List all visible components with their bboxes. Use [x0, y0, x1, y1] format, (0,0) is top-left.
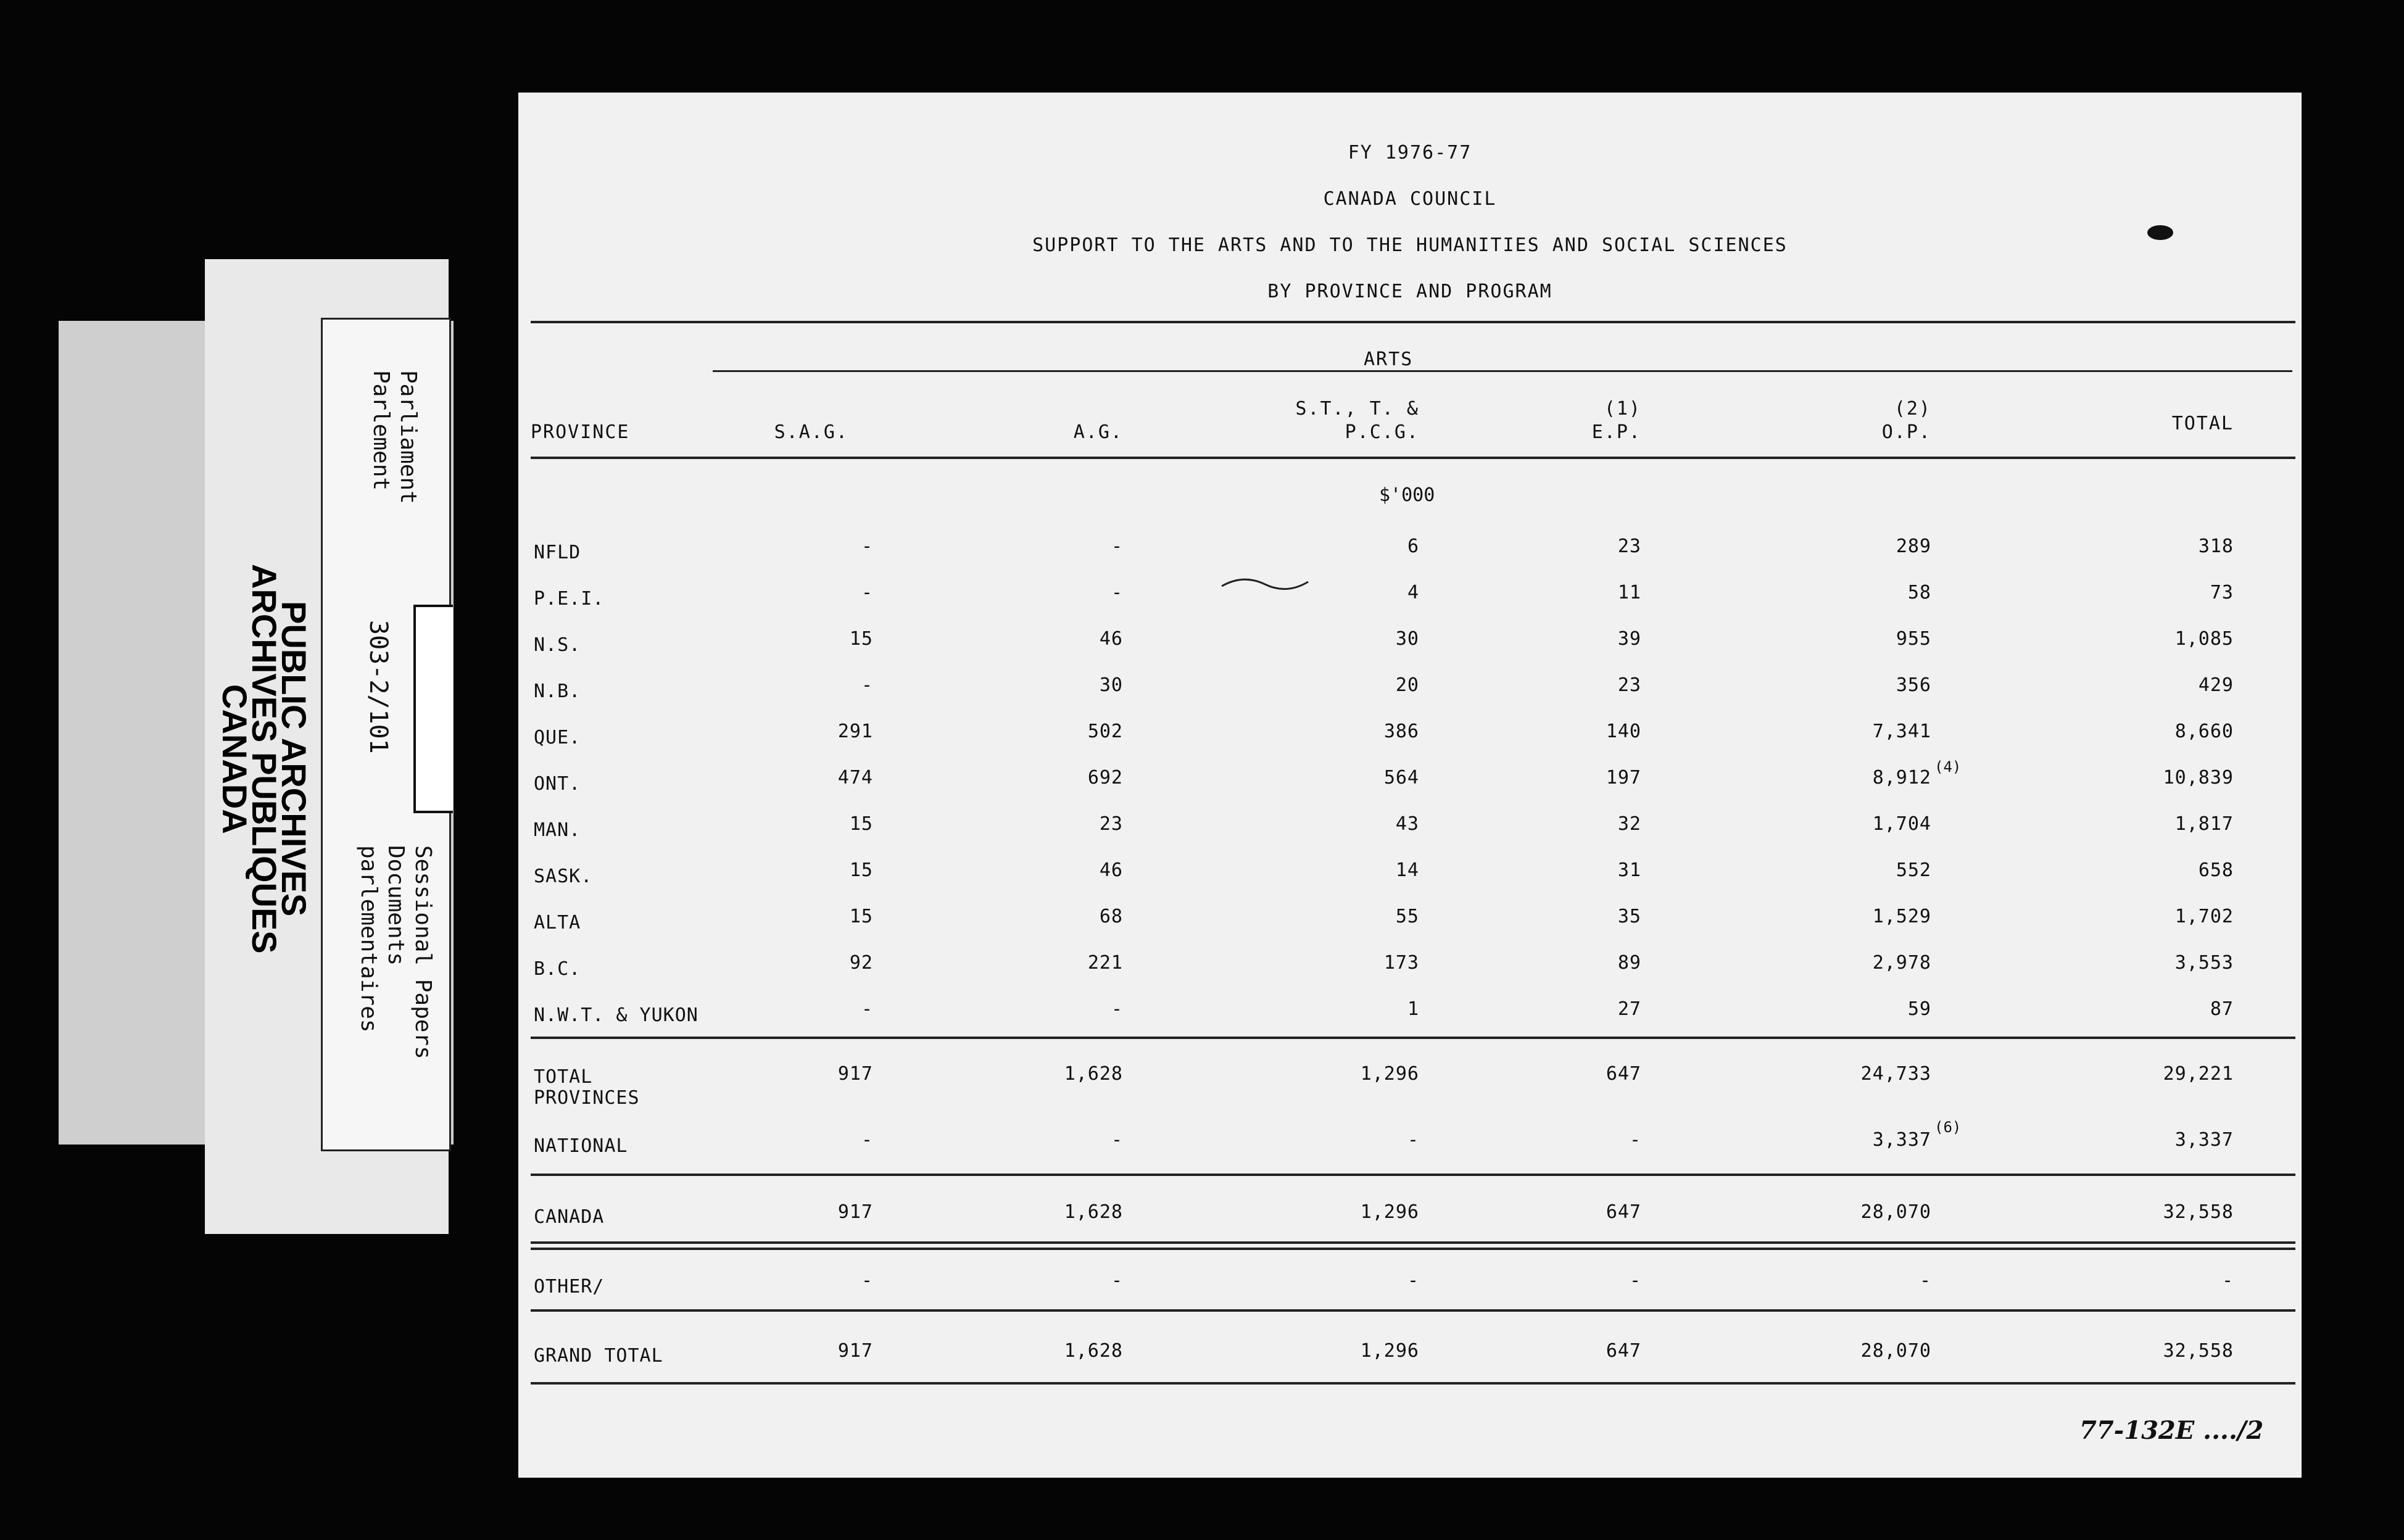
cell-stt: 1,296 — [1360, 1063, 1419, 1085]
ink-blot — [2147, 225, 2173, 240]
parliament-line-1: Parliament — [396, 370, 421, 504]
cell-stt: - — [1407, 1129, 1419, 1151]
fiscal-year-heading: FY 1976-77 — [1348, 142, 1472, 164]
cell-stt: 55 — [1395, 906, 1419, 927]
other-label: OTHER/ — [534, 1276, 605, 1298]
cell-ag: - — [1111, 1129, 1123, 1151]
document-page — [518, 93, 2302, 1478]
cell-sag: - — [861, 582, 873, 603]
arts-group-rule — [713, 370, 2292, 372]
province-name: N.S. — [534, 634, 581, 656]
col-header-stt: P.C.G. — [1345, 421, 1419, 443]
cell-sag: 917 — [837, 1201, 873, 1223]
cell-total: 87 — [2210, 998, 2234, 1020]
cell-ep: 89 — [1617, 952, 1641, 974]
canada-top-rule — [531, 1174, 2295, 1176]
unit-label: $'000 — [1379, 484, 1435, 506]
cell-sag: - — [861, 674, 873, 696]
cell-ag: 30 — [1099, 674, 1123, 696]
stamp-line-1: PUBLIC ARCHIVES — [275, 601, 313, 917]
cell-sag: 15 — [849, 859, 873, 881]
cell-sag: 474 — [837, 767, 873, 789]
cell-op: 955 — [1896, 628, 1931, 650]
cell-ep: 647 — [1606, 1201, 1641, 1223]
stamp-line-2: ARCHIVES PUBLIQUES — [245, 564, 284, 954]
cell-ep: 32 — [1617, 813, 1641, 835]
col-header-op: O.P. — [1881, 421, 1931, 443]
arts-group-label: ARTS — [1364, 349, 1414, 370]
footnote-marker: (6) — [1934, 1119, 1962, 1136]
sessional-papers-label — [355, 845, 436, 1059]
cell-stt: 1 — [1407, 998, 1419, 1020]
total-provinces-top-rule — [531, 1037, 2295, 1039]
province-name: B.C. — [534, 958, 581, 980]
cell-sag: 15 — [849, 906, 873, 927]
total-provinces-label-2: PROVINCES — [534, 1087, 640, 1109]
cell-stt: 386 — [1383, 721, 1419, 742]
sessional-line-2: Documents — [383, 845, 408, 966]
national-label: NATIONAL — [534, 1135, 628, 1157]
cell-op: 552 — [1896, 859, 1931, 881]
cell-total: 1,817 — [2174, 813, 2234, 835]
cell-op: 28,070 — [1860, 1340, 1931, 1362]
stamp-line-3: CANADA — [215, 684, 254, 834]
cell-sag: - — [861, 1129, 873, 1151]
cell-total: 1,085 — [2174, 628, 2234, 650]
cell-op: 59 — [1907, 998, 1931, 1020]
cell-ep: 27 — [1617, 998, 1641, 1020]
parliament-line-2: Parlement — [368, 370, 394, 491]
cell-sag: 15 — [849, 813, 873, 835]
cell-stt: 20 — [1395, 674, 1419, 696]
cell-stt: 564 — [1383, 767, 1419, 789]
cell-op: 24,733 — [1860, 1063, 1931, 1085]
cell-total: 3,337 — [2174, 1129, 2234, 1151]
cell-ag: 692 — [1087, 767, 1123, 789]
cell-ag: 23 — [1099, 813, 1123, 835]
cell-sag: 15 — [849, 628, 873, 650]
province-name: P.E.I. — [534, 588, 605, 610]
header-bottom-rule — [531, 457, 2295, 459]
col-header-op-note: (2) — [1894, 398, 1931, 420]
cell-op: 8,912 — [1872, 767, 1931, 789]
col-header-province: PROVINCE — [531, 421, 630, 443]
canada-bottom-rule — [531, 1241, 2295, 1244]
cell-total: 318 — [2198, 536, 2234, 557]
cell-ep: 35 — [1617, 906, 1641, 927]
cell-ep: 197 — [1606, 767, 1641, 789]
cell-total: 429 — [2198, 674, 2234, 696]
document-number: 303-2/101 — [364, 620, 392, 754]
cell-ep: - — [1629, 1270, 1641, 1291]
cell-ag: - — [1111, 536, 1123, 557]
cell-total: 29,221 — [2163, 1063, 2234, 1085]
grand-total-label: GRAND TOTAL — [534, 1345, 663, 1367]
cell-ep: 23 — [1617, 536, 1641, 557]
subject-heading: SUPPORT TO THE ARTS AND TO THE HUMANITIES AND SOCIAL SCIENCES — [1032, 234, 1788, 256]
cell-op: 289 — [1896, 536, 1931, 557]
archive-strip-notch — [413, 605, 453, 813]
cell-total: 658 — [2198, 859, 2234, 881]
cell-stt: 43 — [1395, 813, 1419, 835]
pen-squiggle — [1219, 571, 1311, 595]
cell-op: 1,529 — [1872, 906, 1931, 927]
cell-ep: 31 — [1617, 859, 1641, 881]
cell-op: 356 — [1896, 674, 1931, 696]
cell-op: 58 — [1907, 582, 1931, 603]
cell-ag: 68 — [1099, 906, 1123, 927]
cell-total: 32,558 — [2163, 1340, 2234, 1362]
cell-ag: 1,628 — [1064, 1063, 1123, 1085]
cell-op: 2,978 — [1872, 952, 1931, 974]
province-name: QUE. — [534, 727, 581, 748]
province-name: ALTA — [534, 912, 581, 934]
province-name: NFLD — [534, 542, 581, 563]
other-bottom-rule — [531, 1309, 2295, 1312]
cell-sag: 92 — [849, 952, 873, 974]
cell-ag: 502 — [1087, 721, 1123, 742]
parliament-label — [367, 370, 421, 504]
cell-total: 3,553 — [2174, 952, 2234, 974]
cell-ag: 221 — [1087, 952, 1123, 974]
cell-ag: 1,628 — [1064, 1201, 1123, 1223]
cell-ag: - — [1111, 582, 1123, 603]
cell-ep: 647 — [1606, 1340, 1641, 1362]
col-header-ep-note: (1) — [1604, 398, 1641, 420]
cell-ep: 140 — [1606, 721, 1641, 742]
cell-op: 3,337 — [1872, 1129, 1931, 1151]
col-header-ep: E.P. — [1591, 421, 1641, 443]
cell-sag: - — [861, 998, 873, 1020]
cell-stt: 30 — [1395, 628, 1419, 650]
province-name: N.W.T. & YUKON — [534, 1004, 698, 1026]
cell-sag: 917 — [837, 1063, 873, 1085]
sessional-line-3: parlementaires — [356, 845, 381, 1033]
cell-stt: - — [1407, 1270, 1419, 1291]
cell-total: 73 — [2210, 582, 2234, 603]
cell-total: - — [2221, 1270, 2234, 1291]
cell-sag: - — [861, 1270, 873, 1291]
col-header-total: TOTAL — [2171, 413, 2234, 434]
cell-stt: 6 — [1407, 536, 1419, 557]
cell-op: 28,070 — [1860, 1201, 1931, 1223]
cell-stt: 1,296 — [1360, 1201, 1419, 1223]
province-name: ONT. — [534, 773, 581, 795]
cell-ag: 46 — [1099, 859, 1123, 881]
cell-sag: 917 — [837, 1340, 873, 1362]
cell-stt: 1,296 — [1360, 1340, 1419, 1362]
cell-ag: - — [1111, 998, 1123, 1020]
cell-total: 1,702 — [2174, 906, 2234, 927]
col-header-ag: A.G. — [1073, 421, 1123, 443]
province-name: N.B. — [534, 681, 581, 702]
cell-ag: 1,628 — [1064, 1340, 1123, 1362]
other-top-rule — [531, 1248, 2295, 1250]
cell-ep: 39 — [1617, 628, 1641, 650]
cell-total: 10,839 — [2163, 767, 2234, 789]
grand-total-bottom-rule — [531, 1382, 2295, 1385]
cell-sag: - — [861, 536, 873, 557]
handwritten-reference-note: 77-132E ..../2 — [2079, 1416, 2264, 1445]
col-header-stt-top: S.T., T. & — [1295, 398, 1419, 420]
cell-total: 8,660 — [2174, 721, 2234, 742]
cell-total: 32,558 — [2163, 1201, 2234, 1223]
cell-ag: - — [1111, 1270, 1123, 1291]
organization-heading: CANADA COUNCIL — [1323, 188, 1497, 210]
cell-op: 7,341 — [1872, 721, 1931, 742]
header-top-rule — [531, 321, 2295, 323]
province-name: MAN. — [534, 819, 581, 841]
cell-op: - — [1919, 1270, 1931, 1291]
cell-stt: 173 — [1383, 952, 1419, 974]
cell-ag: 46 — [1099, 628, 1123, 650]
cell-ep: 23 — [1617, 674, 1641, 696]
cell-op: 1,704 — [1872, 813, 1931, 835]
canada-label: CANADA — [534, 1206, 605, 1228]
footnote-marker: (4) — [1934, 758, 1962, 776]
cell-sag: 291 — [837, 721, 873, 742]
cell-ep: 647 — [1606, 1063, 1641, 1085]
sessional-line-1: Sessional Papers — [410, 845, 436, 1059]
cell-ep: - — [1629, 1129, 1641, 1151]
col-header-sag: S.A.G. — [774, 421, 848, 443]
cell-ep: 11 — [1617, 582, 1641, 603]
cell-stt: 14 — [1395, 859, 1419, 881]
total-provinces-label-1: TOTAL — [534, 1066, 593, 1088]
archive-stamp — [210, 543, 313, 975]
cell-stt: 4 — [1407, 582, 1419, 603]
breakdown-heading: BY PROVINCE AND PROGRAM — [1267, 281, 1552, 302]
province-name: SASK. — [534, 866, 593, 887]
